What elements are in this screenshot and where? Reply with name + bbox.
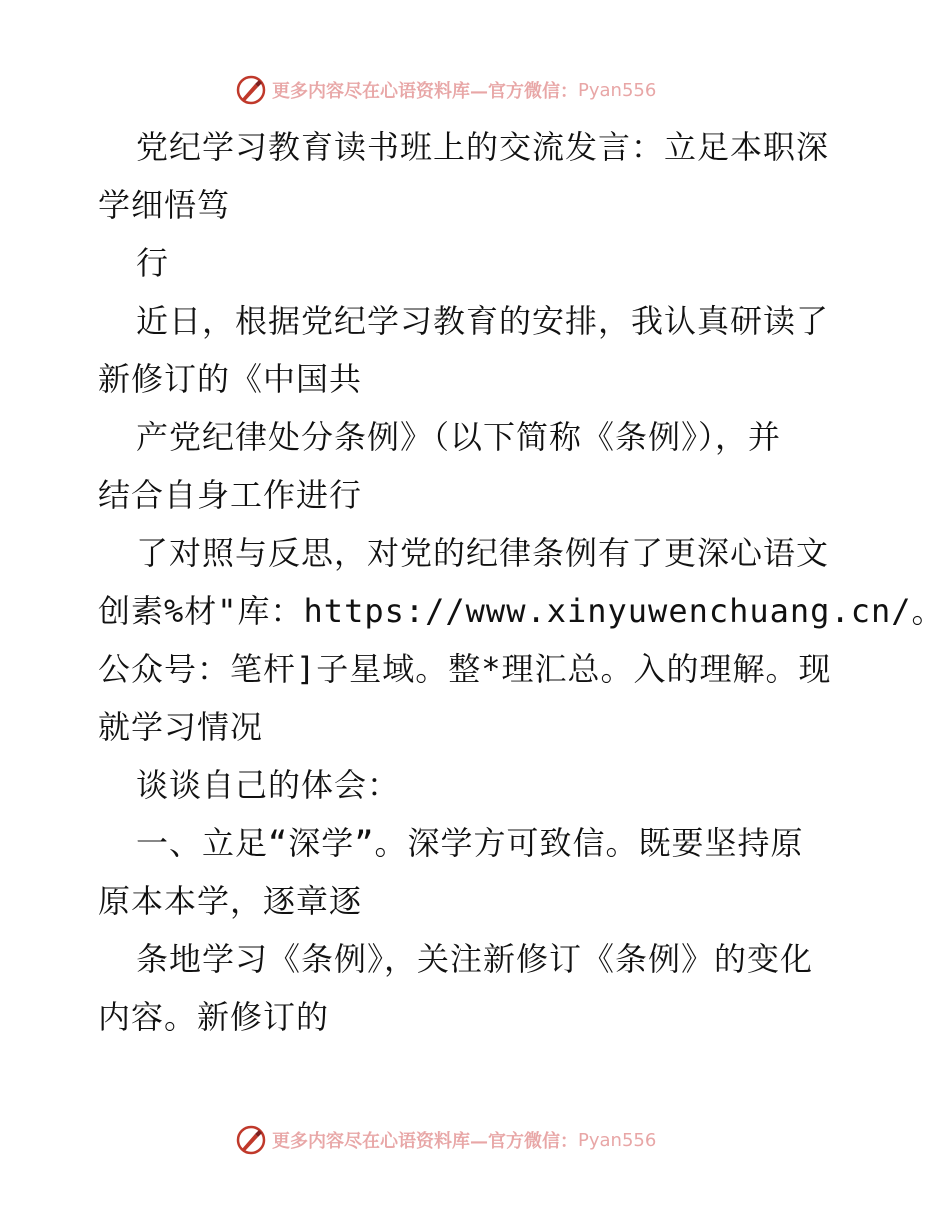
text-line: 党纪学习教育读书班上的交流发言：立足本职深 bbox=[136, 128, 830, 166]
text-line: 一、立足“深学”。深学方可致信。既要坚持原 bbox=[136, 824, 804, 862]
document-body bbox=[98, 118, 945, 1046]
text-line: 了对照与反思，对党的纪律条例有了更深心语文 bbox=[136, 534, 830, 572]
pen-logo-icon bbox=[236, 75, 266, 105]
text-line: 新修订的《中国共 bbox=[98, 360, 363, 398]
text-line: 就学习情况 bbox=[98, 708, 264, 746]
pen-logo-icon bbox=[236, 1125, 266, 1155]
watermark-wechat-id: Pyan556 bbox=[578, 79, 657, 101]
footer-watermark bbox=[236, 1123, 656, 1157]
watermark-text: 更多内容尽在心语资料库—官方微信： bbox=[272, 81, 578, 102]
header-watermark bbox=[236, 73, 656, 107]
text-line: 公众号：笔杆]子星域。整*理汇总。入的理解。现 bbox=[98, 650, 832, 688]
text-line: 原本本学，逐章逐 bbox=[98, 882, 363, 920]
text-line: 产党纪律处分条例》（以下简称《条例》），并 bbox=[136, 418, 782, 456]
text-line: 条地学习《条例》，关注新修订《条例》的变化 bbox=[136, 940, 814, 978]
watermark-text: 更多内容尽在心语资料库—官方微信： bbox=[272, 1131, 578, 1152]
watermark-wechat-id: Pyan556 bbox=[578, 1129, 657, 1151]
text-line: 行 bbox=[136, 244, 170, 282]
text-line: 近日，根据党纪学习教育的安排，我认真研读了 bbox=[136, 302, 830, 340]
text-line: 结合自身工作进行 bbox=[98, 476, 363, 514]
text-line: 内容。新修订的 bbox=[98, 998, 330, 1036]
text-line: 谈谈自己的体会： bbox=[136, 766, 401, 804]
text-line: 创素%材"库：https://www.xinyuwenchuang.cn/。 bbox=[98, 592, 945, 630]
text-line: 学细悟笃 bbox=[98, 186, 231, 224]
